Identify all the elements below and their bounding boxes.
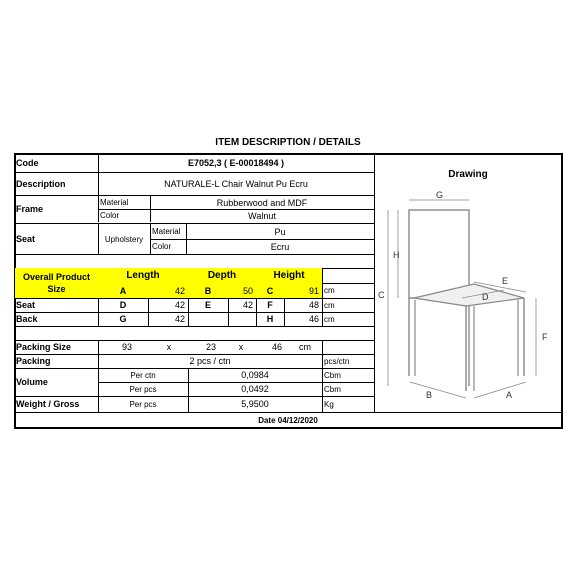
- seat-dim-label: Seat: [16, 300, 36, 310]
- volume-pcs-unit: Cbm: [324, 384, 341, 394]
- dim-b-key: B: [204, 285, 212, 296]
- packing-value: 2 pcs / ctn: [189, 356, 231, 366]
- frame-material-label: Material: [100, 198, 129, 207]
- frame-color-label: Color: [100, 211, 120, 220]
- weight-pcs-label: Per pcs: [129, 399, 157, 409]
- dim-a-key: A: [119, 285, 127, 296]
- overall-size-label: [15, 268, 98, 298]
- depth-header: Depth: [207, 270, 237, 281]
- overall-size-text: Overall Product Size: [22, 272, 91, 294]
- label-b: B: [426, 390, 433, 400]
- dim-d-key: D: [119, 300, 127, 310]
- dim-h-key: H: [266, 314, 274, 324]
- volume-label: Volume: [16, 377, 48, 387]
- dim-d-value: 42: [174, 300, 185, 310]
- weight-label: Weight / Gross: [16, 399, 80, 409]
- packing-size-label: Packing Size: [16, 342, 72, 352]
- dim-line-a: [474, 382, 526, 398]
- dim-b-value: 50: [242, 285, 253, 296]
- dim-f-value: 48: [308, 300, 319, 310]
- seat-material-value: Pu: [274, 226, 286, 237]
- seat-dim-unit: cm: [324, 300, 335, 310]
- volume-ctn-label: Per ctn: [130, 370, 156, 380]
- overall-unit: cm: [324, 286, 335, 295]
- page-title: ITEM DESCRIPTION / DETAILS: [215, 136, 361, 148]
- packing-size-x1: x: [166, 342, 172, 352]
- weight-unit: Kg: [324, 399, 334, 409]
- label-f: F: [542, 332, 548, 342]
- volume-pcs-label: Per pcs: [129, 384, 157, 394]
- label-h: H: [393, 250, 400, 260]
- weight-value: 5,9500: [241, 399, 269, 409]
- dim-e-key: E: [204, 300, 211, 310]
- code-label: Code: [16, 157, 39, 168]
- frame-material-value: Rubberwood and MDF: [216, 197, 308, 208]
- code-value: E7052,3 ( E-00018494 ): [187, 157, 285, 168]
- volume-ctn-unit: Cbm: [324, 370, 341, 380]
- grid-line-h: [14, 326, 374, 327]
- frame-label: Frame: [16, 204, 44, 214]
- chair-drawing: [374, 186, 562, 412]
- dim-f-key: F: [267, 300, 273, 310]
- packing-label: Packing: [16, 356, 51, 366]
- dim-line-b: [410, 382, 466, 398]
- height-header: Height: [273, 270, 305, 281]
- packing-unit: pcs/ctn: [324, 356, 350, 366]
- packing-size-height: 46: [271, 342, 282, 352]
- packing-size-width: 23: [205, 342, 216, 352]
- seat-color-value: Ecru: [270, 241, 290, 252]
- table-bottom-border: [14, 427, 563, 429]
- packing-size-length: 93: [121, 342, 132, 352]
- back-dim-unit: cm: [324, 314, 335, 324]
- label-g: G: [436, 190, 444, 200]
- dim-g-value: 42: [174, 314, 185, 324]
- volume-pcs-value: 0,0492: [241, 384, 269, 394]
- grid-line-v: [322, 340, 323, 354]
- length-header: Length: [126, 270, 160, 281]
- label-c: C: [378, 290, 385, 300]
- description-value: NATURALE-L Chair Walnut Pu Ecru: [164, 179, 308, 189]
- date-text: Date 04/12/2020: [258, 415, 318, 425]
- label-e: E: [502, 276, 509, 286]
- volume-ctn-value: 0,0984: [241, 370, 269, 380]
- description-label: Description: [16, 179, 66, 189]
- seat-color-label: Color: [152, 242, 172, 251]
- label-d: D: [482, 292, 489, 302]
- packing-size-unit: cm: [299, 342, 311, 352]
- dim-a-value: 42: [174, 285, 185, 296]
- chair-backrest: [409, 210, 469, 298]
- dim-c-value: 91: [308, 285, 319, 296]
- grid-line-h: [14, 254, 374, 255]
- drawing-label: Drawing: [448, 168, 488, 180]
- frame-color-value: Walnut: [248, 210, 276, 221]
- dim-e-value: 42: [242, 300, 253, 310]
- back-dim-label: Back: [16, 314, 38, 324]
- seat-label: Seat: [16, 234, 36, 244]
- dim-c-key: C: [266, 285, 274, 296]
- label-a: A: [506, 390, 513, 400]
- dim-h-value: 46: [308, 314, 319, 324]
- dim-g-key: G: [119, 314, 127, 324]
- seat-upholstery-label: Upholstery: [104, 234, 144, 244]
- seat-material-label: Material: [152, 227, 181, 236]
- packing-size-x2: x: [238, 342, 244, 352]
